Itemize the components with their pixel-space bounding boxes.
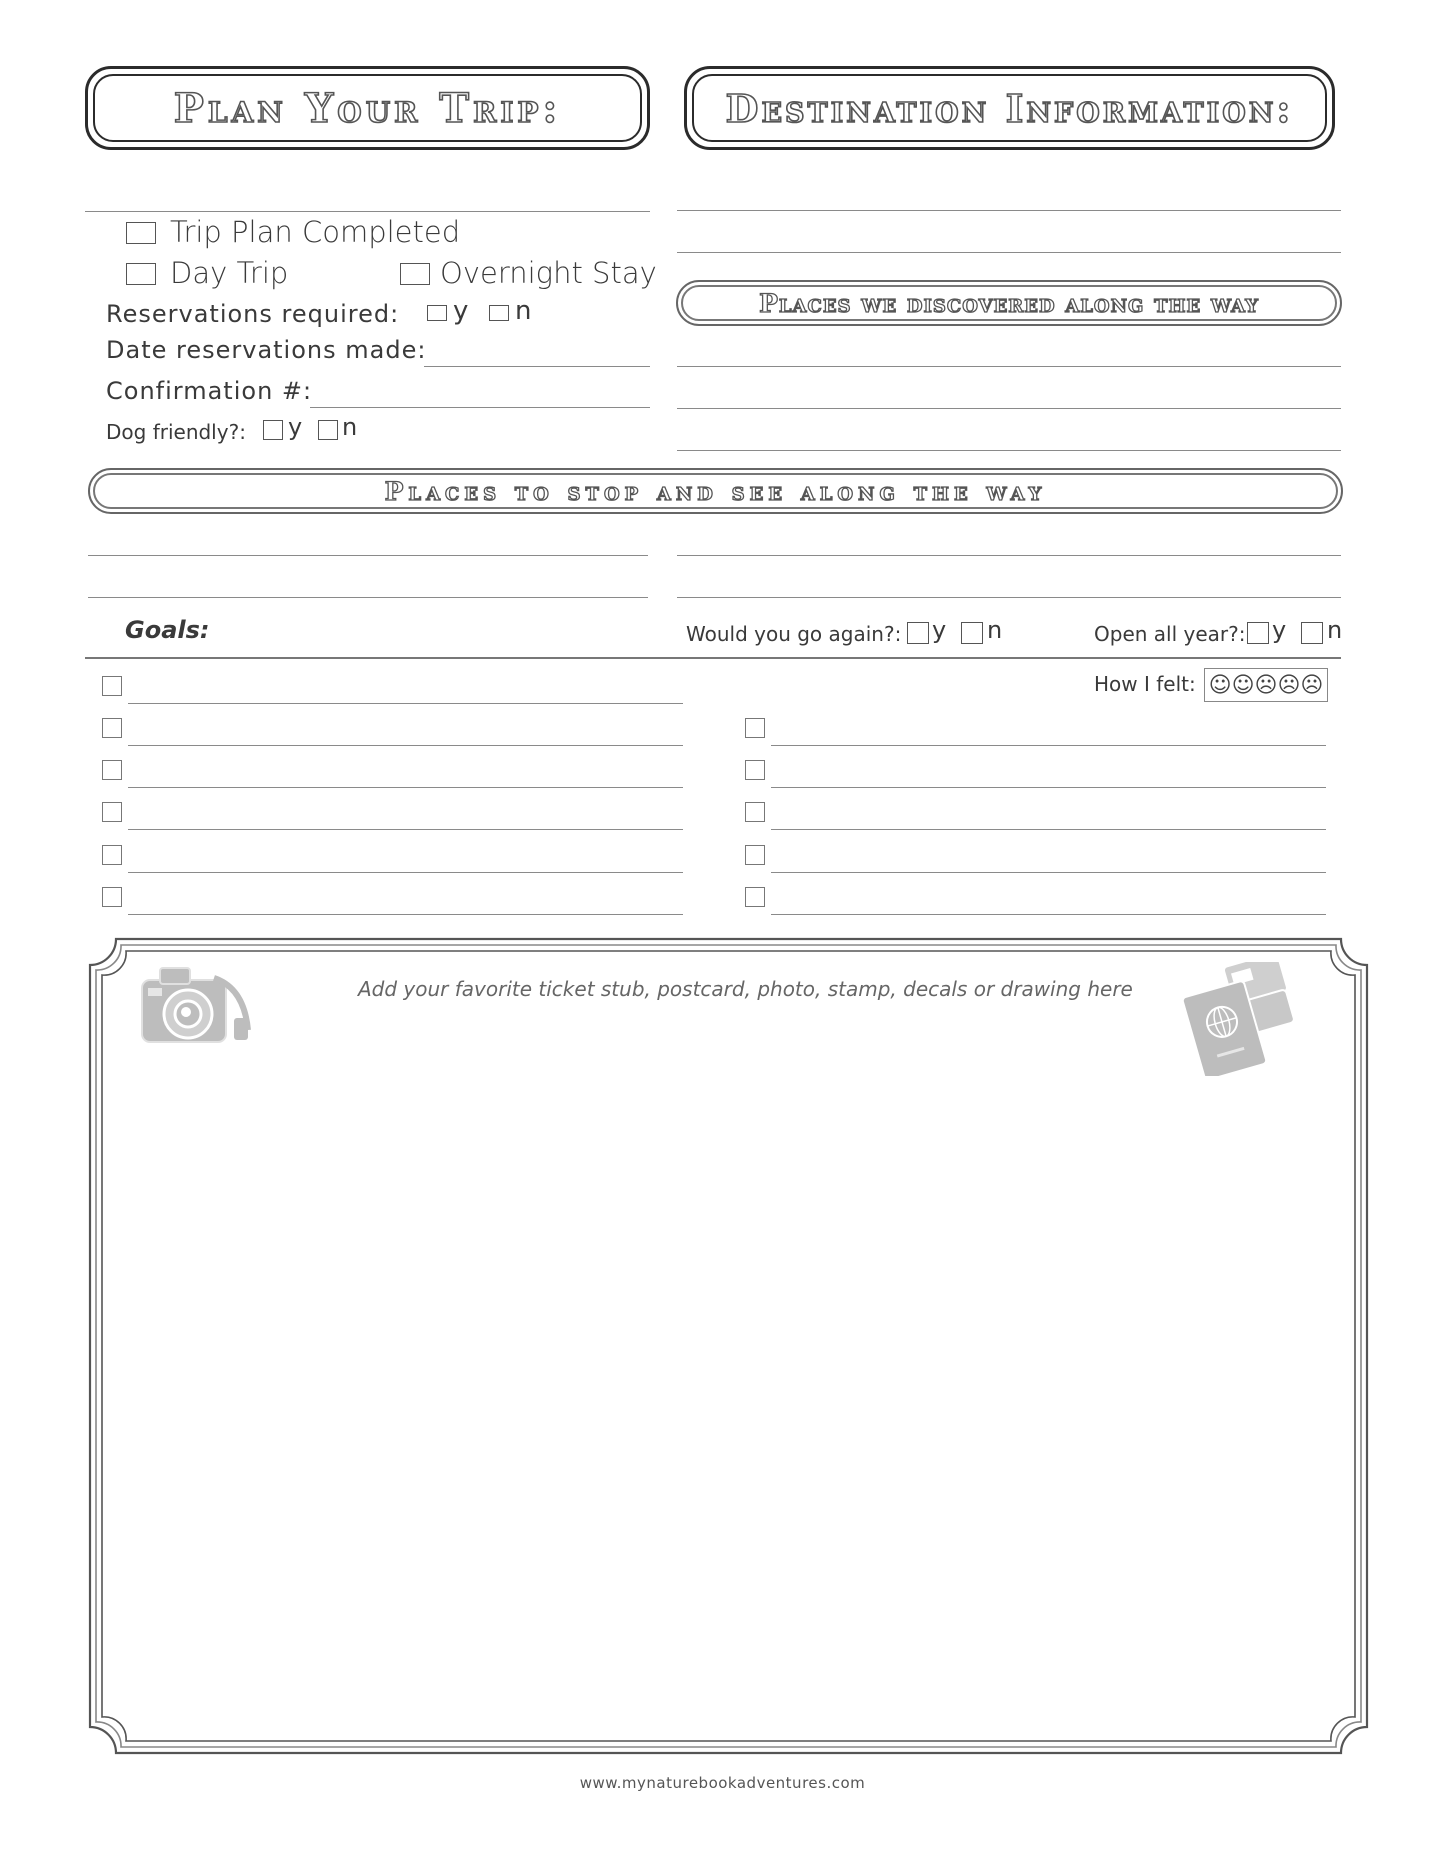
camera-icon	[136, 958, 254, 1052]
destination-information-title: Destination Information:	[725, 85, 1294, 131]
goal-right-checkbox-5[interactable]	[745, 887, 765, 907]
scrapbook-frame	[88, 937, 1369, 1755]
dog-friendly-yes-checkbox[interactable]	[263, 420, 283, 440]
day-trip-label: Day Trip	[170, 256, 289, 290]
how-felt-box	[1204, 668, 1328, 702]
mood-faces-icon[interactable]: ☺☺☹☹☹	[1208, 672, 1324, 698]
goal-right-line-2[interactable]	[771, 787, 1326, 788]
goal-left-line-6[interactable]	[128, 914, 683, 915]
reservations-no-label: n	[515, 296, 532, 326]
goal-right-line-3[interactable]	[771, 829, 1326, 830]
goal-right-checkbox-1[interactable]	[745, 718, 765, 738]
open-all-year-no-label: n	[1327, 616, 1343, 644]
goal-left-line-4[interactable]	[128, 829, 683, 830]
go-again-no-label: n	[987, 616, 1003, 644]
dog-friendly-no-label: n	[342, 413, 358, 441]
places-discovered-banner	[676, 280, 1342, 326]
destination-line-2[interactable]	[677, 252, 1341, 253]
date-reservations-line[interactable]	[424, 366, 650, 367]
goal-right-checkbox-2[interactable]	[745, 760, 765, 780]
goal-left-checkbox-3[interactable]	[102, 760, 122, 780]
day-trip-checkbox[interactable]	[126, 263, 156, 285]
overnight-label: Overnight Stay	[440, 256, 657, 290]
reservations-yes-label: y	[453, 296, 469, 326]
go-again-yes-checkbox[interactable]	[907, 622, 929, 644]
discovered-line-2[interactable]	[677, 408, 1341, 409]
passport-icon	[1178, 962, 1308, 1076]
stops-line-right-1[interactable]	[677, 555, 1341, 556]
stops-line-right-2[interactable]	[677, 597, 1341, 598]
goal-left-checkbox-5[interactable]	[102, 845, 122, 865]
reservations-no-checkbox[interactable]	[489, 305, 509, 321]
goal-left-checkbox-4[interactable]	[102, 802, 122, 822]
reservations-yes-checkbox[interactable]	[427, 305, 447, 321]
trip-completed-label: Trip Plan Completed	[170, 215, 461, 249]
reservations-label: Reservations required:	[106, 300, 400, 328]
destination-line-1[interactable]	[677, 210, 1341, 211]
go-again-no-checkbox[interactable]	[961, 622, 983, 644]
goal-left-line-3[interactable]	[128, 787, 683, 788]
confirmation-line[interactable]	[310, 407, 650, 408]
open-all-year-yes-checkbox[interactable]	[1247, 622, 1269, 644]
footer-url[interactable]: www.mynaturebookadventures.com	[579, 1774, 866, 1792]
date-reservations-label: Date reservations made:	[106, 336, 427, 364]
confirmation-label: Confirmation #:	[106, 377, 313, 405]
plan-top-line	[85, 211, 650, 212]
goal-right-checkbox-4[interactable]	[745, 845, 765, 865]
goal-left-line-2[interactable]	[128, 745, 683, 746]
open-all-year-no-checkbox[interactable]	[1301, 622, 1323, 644]
discovered-line-3[interactable]	[677, 450, 1341, 451]
dog-friendly-label: Dog friendly?:	[106, 420, 246, 444]
goal-left-line-5[interactable]	[128, 872, 683, 873]
goals-label: Goals:	[125, 616, 210, 644]
dog-friendly-yes-label: y	[288, 413, 303, 441]
plan-your-trip-header	[85, 66, 650, 150]
places-to-stop-title: Places to stop and see along the way	[384, 476, 1047, 506]
stops-line-left-2[interactable]	[88, 597, 648, 598]
stops-line-left-1[interactable]	[88, 555, 648, 556]
go-again-label: Would you go again?:	[686, 622, 902, 646]
places-discovered-title: Places we discovered along the way	[759, 288, 1259, 318]
dog-friendly-no-checkbox[interactable]	[318, 420, 338, 440]
plan-your-trip-title: Plan Your Trip:	[173, 84, 562, 132]
places-to-stop-banner	[88, 468, 1343, 514]
goal-right-line-1[interactable]	[771, 745, 1326, 746]
goal-right-line-4[interactable]	[771, 872, 1326, 873]
scrapbook-caption: Add your favorite ticket stub, postcard, photo, stamp, decals or drawing here	[358, 977, 1133, 1001]
open-all-year-yes-label: y	[1272, 616, 1287, 644]
goal-left-checkbox-2[interactable]	[102, 718, 122, 738]
open-all-year-label: Open all year?:	[1094, 622, 1246, 646]
how-felt-label: How I felt:	[1094, 672, 1196, 696]
goal-left-checkbox-1[interactable]	[102, 676, 122, 696]
goal-left-checkbox-6[interactable]	[102, 887, 122, 907]
go-again-yes-label: y	[932, 616, 947, 644]
destination-information-header	[684, 66, 1335, 150]
goal-right-line-5[interactable]	[771, 914, 1326, 915]
goals-divider	[85, 657, 1341, 659]
discovered-line-1[interactable]	[677, 366, 1341, 367]
overnight-checkbox[interactable]	[400, 263, 430, 285]
goal-right-checkbox-3[interactable]	[745, 802, 765, 822]
trip-completed-checkbox[interactable]	[126, 222, 156, 244]
goal-left-line-1[interactable]	[128, 703, 683, 704]
